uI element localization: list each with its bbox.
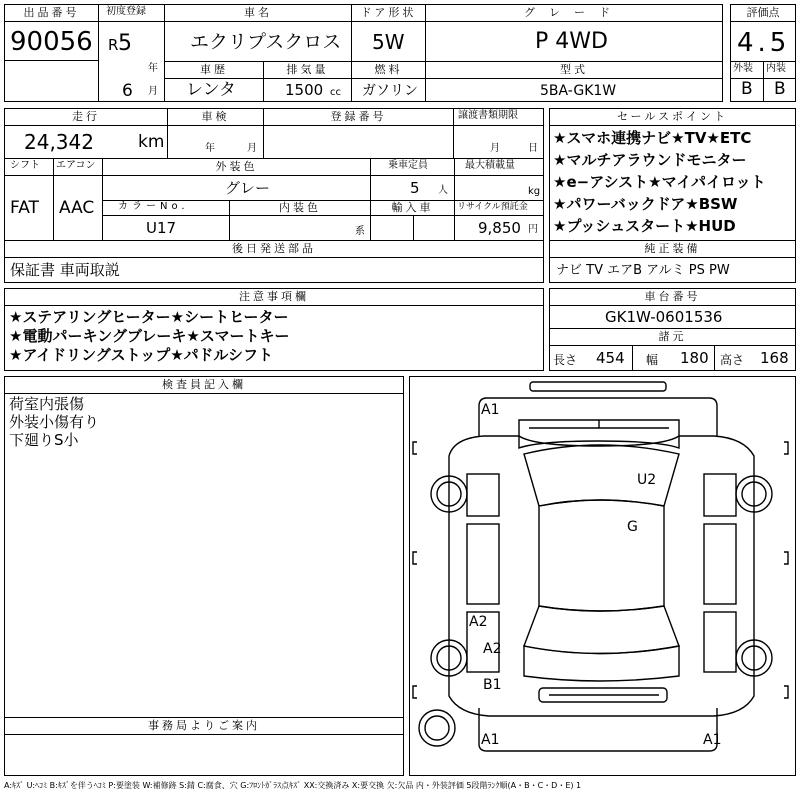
month-unit: 月 [148, 86, 158, 97]
shift: FAT [10, 198, 39, 218]
recycle-label: リサイクル預託金 [457, 202, 528, 212]
shift-label: シフト [10, 160, 40, 171]
capacity-label: 乗車定員 [388, 160, 428, 171]
damage-mark: A1 [703, 732, 722, 748]
inspector-line: 下廻りS小 [9, 431, 79, 449]
displacement-unit: cc [330, 87, 341, 98]
model: 5BA-GK1W [540, 83, 617, 99]
int-color-unit: 系 [355, 226, 365, 237]
inspection-year-unit: 年 [205, 143, 215, 154]
sales-point: ★パワーバックドア★BSW [553, 195, 738, 213]
length: 454 [596, 349, 625, 367]
damage-mark: A2 [483, 641, 502, 657]
year-unit: 年 [148, 63, 158, 74]
damage-mark: A2 [469, 614, 488, 630]
first-reg-label: 初度登録 [106, 6, 146, 17]
reg-no-label: 登録番号 [330, 110, 387, 123]
sales-points-label: セールスポイント [616, 110, 728, 123]
history: レンタ [186, 80, 236, 100]
specs-divider [632, 345, 633, 371]
damage-mark: A1 [481, 402, 500, 418]
inspector-label: 検査員記入欄 [162, 378, 246, 391]
displacement: 1500 [285, 81, 324, 99]
car-diagram [409, 376, 796, 776]
sales-point: ★e−アシスト★マイパイロット [553, 173, 766, 191]
equipment-label: 純正装備 [644, 242, 701, 255]
later-parts: 保証書 車両取説 [10, 261, 120, 279]
era: R [108, 36, 119, 54]
fuel-label: 燃料 [374, 63, 403, 76]
displacement-label: 排気量 [286, 63, 329, 76]
notes-label: 注意事項欄 [239, 290, 309, 303]
door-label: ドア形状 [360, 6, 417, 19]
damage-mark: U2 [637, 472, 657, 488]
color-no-label: カラーNo. [118, 201, 189, 212]
note-item: ★アイドリングストップ★パドルシフト [9, 346, 273, 364]
color-label: 外装色 [215, 160, 258, 173]
legend: A:ｷｽﾞ U:ﾍｺﾐ B:ｷｽﾞを伴うﾍｺﾐ P:要塗装 W:補修跡 S:錆 C:腐食、穴 G:ﾌﾛﾝﾄｶﾞﾗｽ点ｷｽﾞ XX:交換済み X:要交換 欠:欠品 内・外装評価 5段階ﾗﾝｸ順(A・B・C・D・E) 1 [4, 781, 582, 790]
inspection-label: 車検 [201, 110, 230, 123]
transfer-day-unit: 日 [528, 143, 538, 154]
mileage-label: 走行 [72, 110, 100, 123]
recycle-unit: 円 [528, 224, 538, 235]
car-name: エクリプスクロス [190, 31, 342, 53]
specs-label: 諸元 [658, 330, 687, 343]
inspector-line: 外装小傷有り [9, 413, 100, 431]
exterior-label: 外装 [733, 63, 753, 74]
lot-number: 90056 [10, 27, 93, 57]
sales-point: ★スマホ連携ナビ★TV★ETC [553, 129, 752, 147]
mileage: 24,342 [24, 130, 94, 154]
interior-grade: B [774, 79, 786, 99]
width-label: 幅 [646, 353, 659, 367]
int-color-box [229, 215, 371, 241]
capacity-unit: 人 [438, 185, 448, 196]
transfer-label: 譲渡書類期限 [458, 110, 518, 121]
sales-point: ★プッシュスタート★HUD [553, 217, 736, 235]
height-label: 高さ [720, 353, 745, 367]
grade-label: グレード [524, 6, 624, 19]
import-box-2 [413, 215, 455, 241]
specs-box [549, 345, 796, 371]
interior-label: 内装 [766, 63, 786, 74]
sales-point: ★マルチアラウンドモニター [553, 151, 747, 169]
chassis-label: 車台番号 [644, 290, 701, 303]
color-no: U17 [146, 219, 177, 237]
mileage-unit: km [138, 132, 165, 152]
length-label: 長さ [553, 353, 578, 367]
score-label: 評価点 [746, 6, 780, 19]
equipment: ナビ TV エアB アルミ PS PW [556, 263, 730, 278]
damage-mark: A1 [481, 732, 500, 748]
height: 168 [760, 349, 789, 367]
office-label: 事務局よりご案内 [148, 719, 260, 732]
first-reg-year: 5 [118, 31, 132, 56]
int-color-label: 内装色 [279, 201, 321, 214]
reg-no-box [263, 125, 454, 159]
note-item: ★ステアリングヒーター★シートヒーター [9, 308, 289, 326]
specs-divider [714, 345, 715, 371]
lot-number-label: 出品番号 [23, 6, 80, 19]
history-label: 車歴 [200, 63, 228, 76]
model-label: 型式 [560, 63, 588, 76]
width: 180 [680, 349, 709, 367]
chassis-number: GK1W-0601536 [605, 308, 723, 326]
score: 4.5 [737, 28, 791, 58]
recycle-fee: 9,850 [478, 219, 521, 237]
transfer-month-unit: 月 [490, 143, 500, 154]
door-type: 5W [372, 30, 405, 54]
ac-label: エアコン [56, 160, 96, 171]
car-name-label: 車名 [244, 6, 272, 19]
inspector-line: 荷室内張傷 [9, 395, 85, 413]
first-reg-month: 6 [122, 81, 133, 101]
note-item: ★電動パーキングブレーキ★スマートキー [9, 327, 290, 345]
later-parts-label: 後日発送部品 [232, 242, 316, 255]
ac: AAC [59, 198, 95, 218]
damage-mark: B1 [483, 677, 502, 693]
import-box [370, 215, 414, 241]
office-box [4, 734, 404, 776]
lot-spare-box [4, 60, 99, 102]
capacity: 5 [410, 179, 420, 197]
exterior-grade: B [741, 79, 753, 99]
maxload-unit: kg [528, 186, 541, 197]
fuel: ガソリン [362, 83, 418, 99]
maxload-label: 最大積載量 [465, 160, 515, 171]
import-label: 輸入車 [391, 201, 434, 214]
inspection-month-unit: 月 [247, 143, 257, 154]
grade: P 4WD [535, 29, 608, 54]
color: グレー [225, 179, 271, 197]
damage-mark: G [627, 519, 638, 535]
